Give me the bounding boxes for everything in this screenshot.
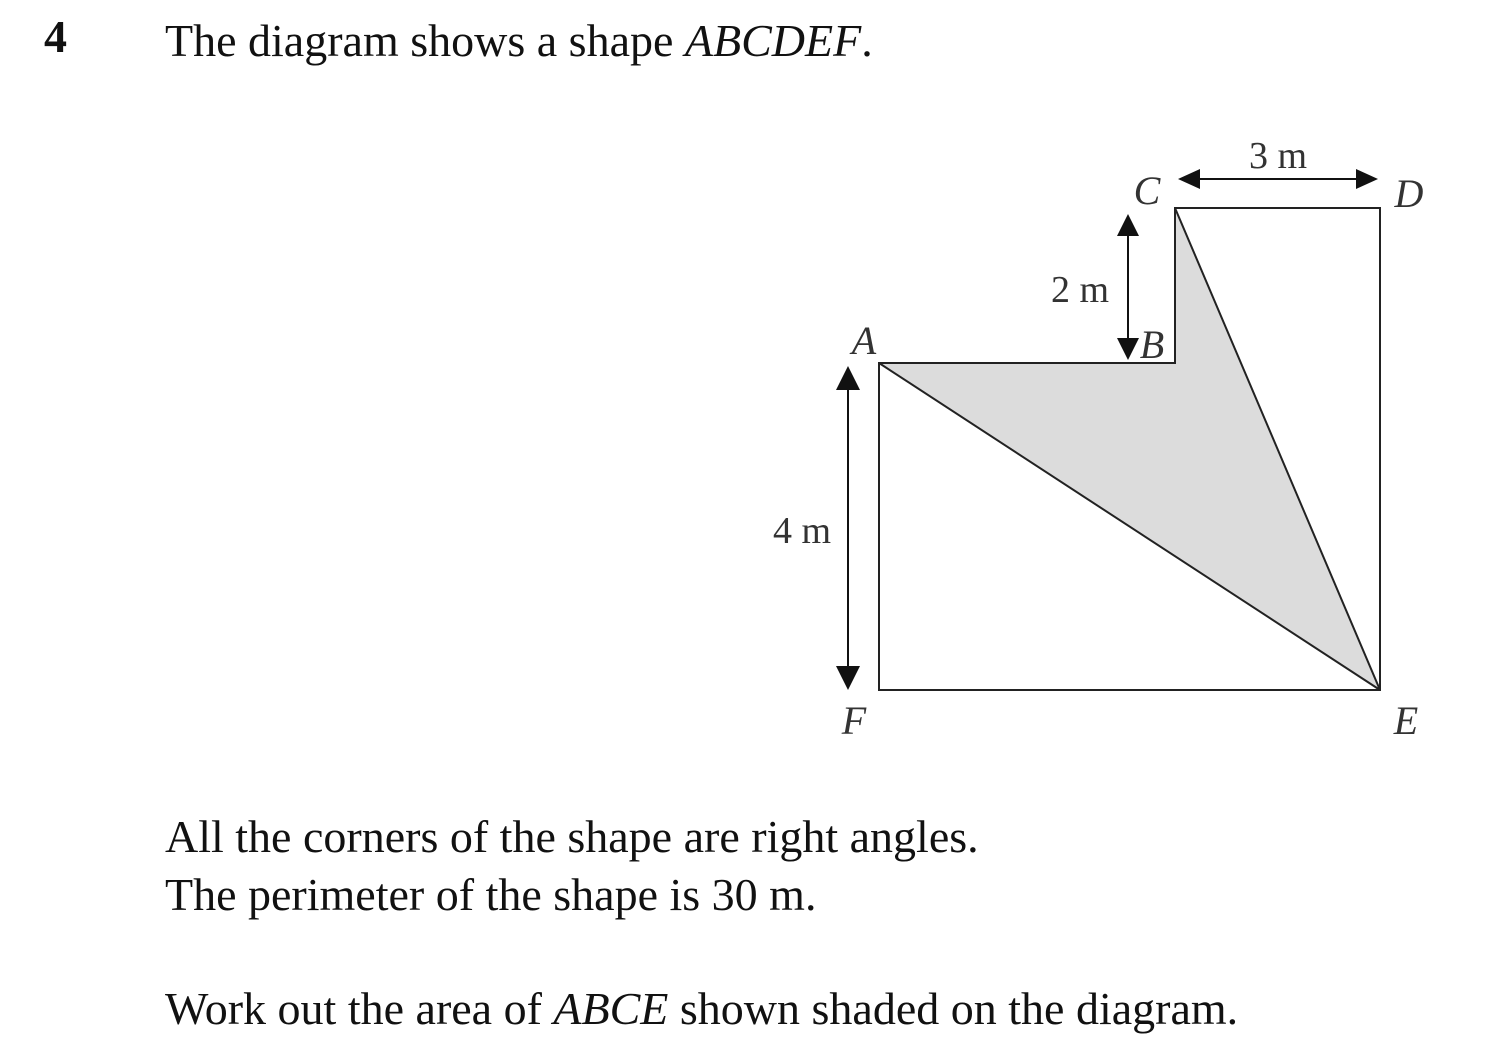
- vertex-label-c: C: [1133, 168, 1161, 213]
- vertex-label-b: B: [1139, 322, 1165, 367]
- vertex-label-d: D: [1394, 171, 1424, 216]
- intro-shape-name: ABCDEF: [684, 15, 862, 66]
- statement-right-angles: All the corners of the shape are right angles.: [165, 811, 979, 862]
- intro-end: .: [861, 15, 873, 66]
- measurement-cd-label: 3 m: [1248, 135, 1308, 177]
- dimension-arrow-bc: [1117, 214, 1139, 360]
- vertex-label-a: A: [851, 318, 877, 363]
- measurement-af-label: 4 m: [772, 510, 832, 552]
- task-text-end: shown shaded on the diagram.: [668, 983, 1239, 1034]
- shaded-region-abce: [879, 208, 1380, 690]
- question-number: 4: [44, 11, 67, 62]
- dimension-arrow-af: [836, 366, 860, 690]
- measurement-bc-label: 2 m: [1050, 269, 1110, 311]
- intro-text: The diagram shows a shape: [165, 15, 685, 66]
- statement-perimeter: The perimeter of the shape is 30 m.: [165, 869, 817, 920]
- vertex-label-f: F: [841, 698, 867, 743]
- task-shape-name: ABCE: [553, 983, 669, 1034]
- task-text-start: Work out the area of: [165, 983, 554, 1034]
- question-task: [165, 983, 1239, 1034]
- vertex-label-e: E: [1393, 698, 1419, 743]
